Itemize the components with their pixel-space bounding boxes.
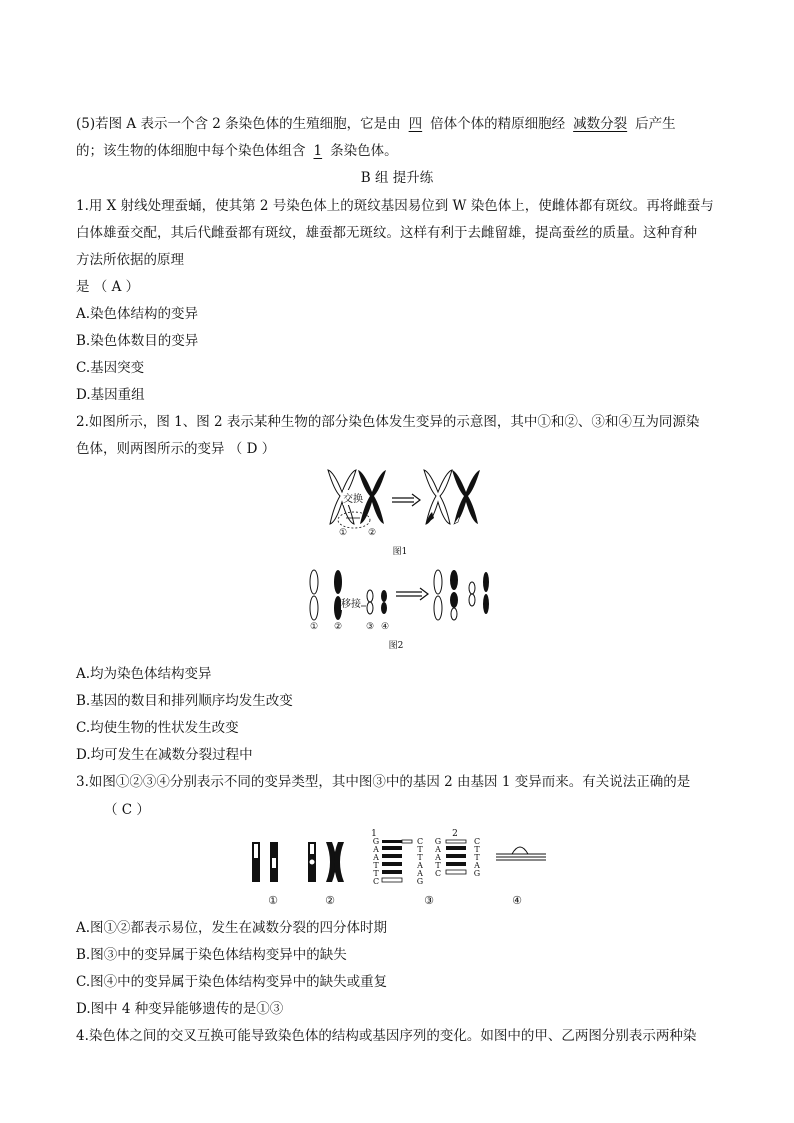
fig3-mark: ③: [424, 894, 434, 907]
base: T: [474, 845, 480, 854]
base: C: [473, 837, 481, 846]
fig3-bases: [415, 838, 425, 886]
q3-stem: 3.如图①②③④分别表示不同的变异类型，其中图③中的基因 2 由基因 1 变异而来。有关说法正确的是: [76, 774, 691, 790]
q5-text: 倍体个体的精原细胞经: [430, 116, 566, 132]
section-title: B 组 提升练: [360, 170, 434, 186]
q5-text: 的；该生物的体细胞中每个染色体组含: [76, 143, 306, 159]
base: A: [435, 853, 441, 862]
fig1-caption: 图1: [392, 547, 408, 557]
base: A: [373, 853, 379, 862]
base: T: [474, 853, 480, 862]
q5-text: 条染色体。: [330, 143, 398, 159]
fig3-bases: [371, 838, 381, 886]
fig3-mark: ②: [325, 894, 335, 907]
fig2-caption: 图2: [388, 641, 404, 651]
q2-stem: 色体，则两图所示的变异 （ D ）: [76, 441, 276, 457]
q2-option: D.均可发生在减数分裂过程中: [76, 747, 253, 763]
q3-answer: （ C ）: [104, 802, 150, 818]
base: T: [417, 845, 423, 854]
fig1-mark: ①: [338, 528, 348, 538]
base: A: [435, 845, 441, 854]
base: T: [373, 861, 379, 870]
q1-option: C.基因突变: [76, 360, 145, 376]
base: C: [416, 837, 424, 846]
q2-option: A.均为染色体结构变异: [76, 666, 212, 682]
q2-stem: 2.如图所示，图 1、图 2 表示某种生物的部分染色体发生变异的示意图，其中①和②、③和④互为同源染: [76, 414, 700, 430]
q2-option: B.基因的数目和排列顺序均发生改变: [76, 693, 293, 709]
q3-option: C.图④中的变异属于染色体结构变异中的缺失或重复: [76, 974, 388, 990]
base: G: [434, 837, 442, 846]
fig1-exchange-label: 交换: [343, 490, 363, 505]
q5-line1: [76, 114, 676, 134]
q1-answer: 是 （ A ）: [76, 279, 140, 295]
base: G: [416, 877, 424, 886]
fig3-mark: ①: [268, 894, 278, 907]
q1-stem: 方法所依据的原理: [76, 252, 184, 268]
base: C: [372, 877, 380, 886]
q4-stem: 4.染色体之间的交叉互换可能导致染色体的结构或基因序列的变化。如图中的甲、乙两图分别表示两种染: [76, 1028, 697, 1044]
q5-blank-2: 减数分裂: [573, 116, 628, 132]
q5-blank-1: 四: [408, 116, 423, 132]
fig2-mark: ②: [333, 622, 343, 632]
q3-option: D.图中 4 种变异能够遗传的是①③: [76, 1001, 284, 1017]
base: A: [417, 869, 423, 878]
q3-option: B.图③中的变异属于染色体结构变异中的缺失: [76, 947, 347, 963]
fig2-mark: ③: [365, 622, 375, 632]
q2-option: C.均使生物的性状发生改变: [76, 720, 239, 736]
base: A: [417, 861, 423, 870]
base: A: [373, 845, 379, 854]
q1-option: A.染色体结构的变异: [76, 306, 199, 322]
figure-3-variation-types: [246, 832, 546, 888]
figure-2-chromosome-translocation: [304, 568, 504, 624]
fig3-gene-2: 2: [452, 829, 458, 839]
base: T: [417, 853, 423, 862]
q1-stem: 1.用 X 射线处理蚕蛹，使其第 2 号染色体上的斑纹基因易位到 W 染色体上，使雌体都有斑纹。再将雌蚕与: [76, 198, 714, 214]
q5-text: (5)若图 A 表示一个含 2 条染色体的生殖细胞，它是由: [76, 116, 401, 132]
fig3-gene-1: 1: [371, 829, 377, 839]
base: T: [373, 869, 379, 878]
fig2-translocation-label: 移接: [341, 595, 361, 610]
fig1-mark: ②: [367, 528, 377, 538]
q5-blank-3: 1: [313, 143, 323, 159]
q1-option: B.染色体数目的变异: [76, 333, 199, 349]
q5-line2: [76, 141, 398, 161]
q3-option: A.图①②都表示易位，发生在减数分裂的四分体时期: [76, 920, 388, 936]
base: C: [434, 869, 442, 878]
fig2-mark: ①: [309, 622, 319, 632]
q1-option: D.基因重组: [76, 387, 145, 403]
fig3-mark: ④: [512, 894, 522, 907]
base: G: [372, 837, 380, 846]
fig2-mark: ④: [380, 622, 390, 632]
q5-text: 后产生: [635, 116, 676, 132]
base: A: [474, 861, 480, 870]
base: G: [473, 869, 481, 878]
base: T: [435, 861, 441, 870]
fig3-bases: [433, 838, 443, 878]
q1-stem: 白体雄蚕交配，其后代雌蚕都有斑纹，雄蚕都无斑纹。这样有利于去雌留雄，提高蚕丝的质量。这种育种: [76, 225, 697, 241]
fig3-bases: [472, 838, 482, 878]
